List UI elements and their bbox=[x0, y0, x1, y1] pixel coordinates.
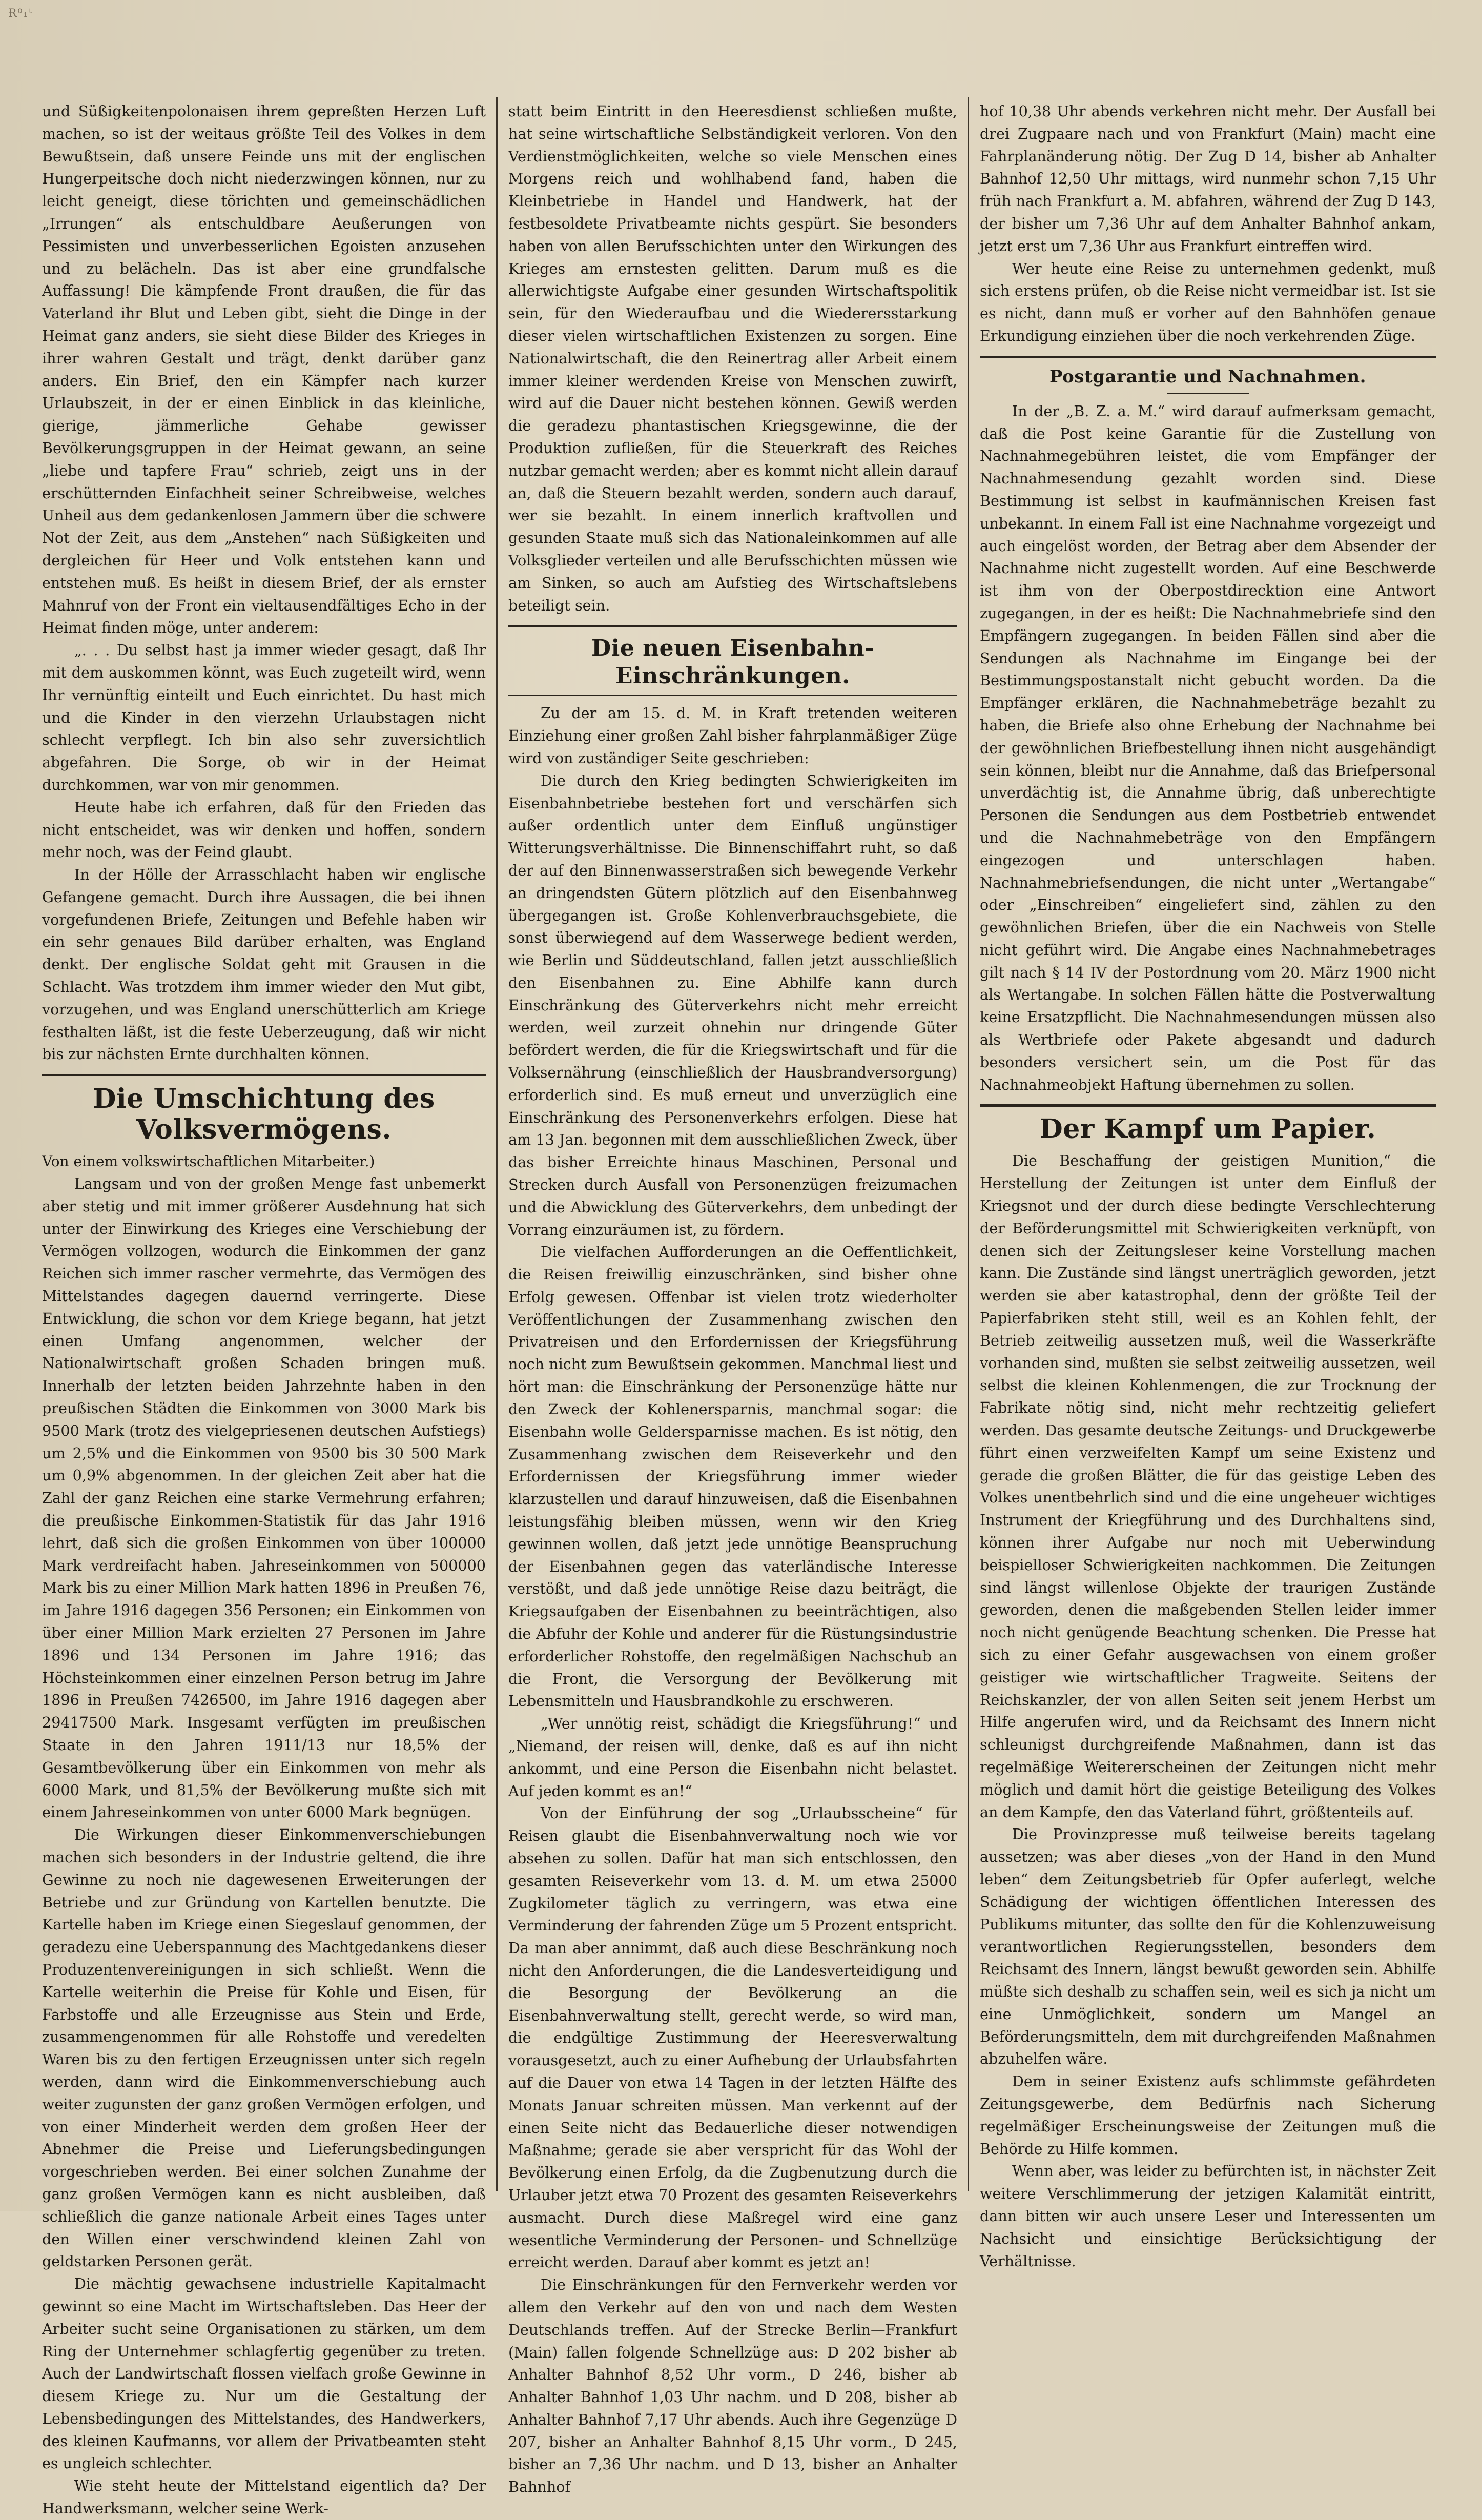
corner-mark: Ɍ⁰₁ᵗ bbox=[8, 7, 33, 20]
column-3 bbox=[980, 100, 1436, 2270]
article-paragraph: Die durch den Krieg bedingten Schwierigkeiten im Eisenbahnbetriebe bestehen fort und verschärfen sich außer ordentlich unter dem Einfluß ungünstiger Witterungsverhältnisse. Die Binnenschiffahrt ruht, so daß der auf den Binnenwasserstraßen sich bewegende Verkehr an dringendsten Gütern plötzlich auf den Eisenbahnweg übergegangen ist. Große Kohlenverbrauchsgebiete, die sonst überwiegend auf dem Wasserwege bedient werden, wie Berlin und Süddeutschland, fallen jetzt ausschließlich den Eisenbahnen zu. Eine Abhilfe kann durch Einschränkung des Güterverkehrs nicht mehr erreicht werden, weil zurzeit ohnehin nur dringende Güter befördert werden, die für die Kriegswirtschaft und für die Volksernährung (einschließlich der Hausbrandversorgung) erforderlich sind. Es muß erneut und unverzüglich eine Einschränkung des Personenverkehrs erfolgen. Diese hat am 13 Jan. begonnen mit dem ausschließlichen Zweck, über das bisher Erreichte hinaus Maschinen, Personal und Strecken durch Ausfall von Personenzügen freizumachen und die Abwicklung des Güterverkehrs, dem unbedingt der Vorrang einzuräumen ist, zu fördern. bbox=[508, 771, 957, 1238]
section-divider bbox=[980, 356, 1436, 358]
article-paragraph: Die Beschaffung der geistigen Munition,“ die Herstellung der Zeitungen ist unter dem Einfluß der Kriegsnot und der durch diese bedingte Verschlechterung der Beförderungsmittel mit Schwierigkeiten verknüpft, von denen sich der Zeitungsleser keine Vorstellung machen kann. Die Zustände sind längst unerträglich geworden, jetzt werden sie aber katastrophal, denn der größte Teil der Papierfabriken steht still, weil es an Kohlen fehlt, der Betrieb zeitweilig aussetzen muß, weil die Wasserkräfte vorhanden sind, mußten sie selbst zeitweilig aussetzen, weil selbst die kleinen Kohlenmengen, die zur Trocknung der Fabrikate nötig sind, nicht mehr rechtzeitig geliefert werden. Das gesamte deutsche Zeitungs- und Druckgewerbe führt einen verzweifelten Kampf um seine Existenz und gerade die großen Blätter, die für das geistige Leben des Volkes unentbehrlich sind und die eine ungeheuer wichtiges Instrument der Kriegführung und des Durchhaltens sind, können ihrer Aufgabe nur noch mit Ueberwindung beispielloser Schwierigkeiten nachkommen. Die Zeitungen sind längst willenlose Objekte der traurigen Zustände geworden, denen die maßgebenden Stellen leider immer noch nicht genügende Beachtung schenken. Die Presse hat sich zu einer Gefahr ausgewachsen von einem großer geistiger wie wirtschaftlicher Tragweite. Seitens der Reichskanzler, der von allen Seiten seit jenem Herbst um Hilfe angerufen wird, und da Reichsamt des Innern nicht schleunigst durchgreifende Maßnahmen, dann ist das regelmäßige Weitererscheinen der Zeitungen nicht mehr möglich und damit hört die geistige Beteiligung des Volkes an dem Kampfe, den das Vaterland führt, größtenteils auf. bbox=[980, 1152, 1436, 1821]
article-continuation-text: statt beim Eintritt in den Heeresdienst schließen mußte, hat seine wirtschaftliche Selbständigkeit verloren. Von den Verdienstmöglichkeiten, welche so viele Menschen eines Morgens reich und wohlhabend fand, haben die Kleinbetriebe in Handel und Handwerk, hat der festbesoldete Privatbeamte nichts gespürt. Sie besonders haben von allen Berufsschichten unter den Wirkungen des Krieges am ernstesten gelitten. Darum muß es die allerwichtigste Aufgabe einer gesunden Wirtschaftspolitik sein, für den Wiederaufbau und die Wiederersstarkung dieser vielen wirtschaftlichen Existenzen zu sorgen. Eine Nationalwirtschaft, die den Reinertrag aller Arbeit einem immer kleiner werdenden Kreise von Menschen zuwirft, wird auf die Dauer nicht bestehen können. Gewiß werden die geradezu phantastischen Kriegsgewinne, die der Produktion zufließen, für die Steuerkraft des Reiches nutzbar gemacht werden; aber es kommt nicht allein darauf an, daß die Steuern bezahlt werden, sondern auch darauf, wer sie bezahlt. In einem innerlich kraftvollen und gesunden Staate muß sich das Nationaleinkommen auf alle Volksglieder verteilen und alle Berufsschichten müssen wie am Sinken, so auch am Aufstieg des Wirtschaftslebens beteiligt sein. bbox=[508, 103, 957, 614]
column-rule-1 bbox=[496, 97, 498, 2191]
column-1 bbox=[42, 100, 486, 2517]
article-paragraph: Wie steht heute der Mittelstand eigentlich da? Der Handwerksmann, welcher seine Werk- bbox=[42, 2477, 486, 2517]
article-paragraph: „Wer unnötig reist, schädigt die Kriegsführung!“ und „Niemand, der reisen will, denke, daß es auf ihn nicht ankommt, und eine Person die Eisenbahn nicht belastet. Auf jeden kommt es an!“ bbox=[508, 1715, 957, 1800]
article-paragraph: Die Wirkungen dieser Einkommenverschiebungen machen sich besonders in der Industrie geltend, die ihre Gewinne zu noch nie dagewesenen Erweiterungen der Betriebe und zur Gründung von Kartellen benutzte. Die Kartelle haben im Kriege einen Siegeslauf genommen, der geradezu eine Ueberspannung des Machtgedankens dieser Produzentenvereinigungen in sich schließt. Wenn die Kartelle weiterhin die Preise für Kohle und Eisen, für Farbstoffe und alle Erzeugnisse aus Stein und Erde, zusammengenommen für alle Rohstoffe und veredelten Waren bis zu den fertigen Erzeugnissen unter sich regeln werden, dann wird die Einkommenverschiebung auch weiter zugunsten der ganz großen Vermögen erfolgen, und von einer Minderheit werden dem großen Heer der Abnehmer die Preise und Lieferungsbedingungen vorgeschrieben werden. Bei einer solchen Zunahme der ganz großen Vermögen kann es nicht ausbleiben, daß schließlich die ganze nationale Arbeit eines Tages unter den Willen einer verschwindend kleinen Zahl von geldstarken Personen gerät. bbox=[42, 1826, 486, 2270]
section-divider bbox=[508, 625, 957, 627]
article-paragraph: In der „B. Z. a. M.“ wird darauf aufmerksam gemacht, daß die Post keine Garantie für die Zustellung von Nachnahmegebühren leistet, die vom Empfänger der Nachnahmesendung gezahlt worden sind. Diese Bestimmung ist selbst in kaufmännischen Kreisen fast unbekannt. In einem Fall ist eine Nachnahme vorgezeigt und auch eingelöst worden, der Betrag aber dem Absender der Nachnahme nicht zugestellt worden. Auf eine Beschwerde ist ihm von der Oberpostdirecktion eine Antwort zugegangen, in der es heißt: Die Nachnahmebriefe sind den Empfängern zugegangen. In beiden Fällen sind aber die Sendungen als Nachnahme im Eingange bei der Bestimmungspostanstalt nicht gebucht worden. Da die Empfänger erklären, die Nachnahmebeträge bezahlt zu haben, die Briefe also ohne Erhebung der Nachnahme bei der gewöhnlichen Briefbestellung ihnen nicht ausgehändigt sein können, bleibt nur die Annahme, daß das Briefpersonal unverdächtig ist, die Annahme übrig, daß unberechtigte Personen die Sendungen aus dem Postbetrieb entwendet und die Nachnahmebeträge von den Empfängern eingezogen und unterschlagen haben. Nachnahmebriefsendungen, die nicht unter „Wertangabe“ oder „Einschreiben“ eingeliefert sind, zählen zu den gewöhnlichen Briefen, über die ein Nachweis von Stelle nicht geführt wird. Die Angabe eines Nachnahmebetrages gilt nach § 14 IV der Postordnung vom 20. März 1900 nicht als Wertangabe. In solchen Fällen hätte die Postverwaltung keine Ersatzpflicht. Die Nachnahmesendungen müssen also als Wertbriefe oder Pakete abgesandt und dadurch besonders versichert sein, um die Post für das Nachnahmeobjekt Haftung übernehmen zu sollen. bbox=[980, 402, 1436, 1093]
headline-volksvermoegen: Die Umschichtung des Volksvermögens. bbox=[93, 1083, 435, 1146]
headline-underline bbox=[508, 695, 957, 696]
article-paragraph: Die vielfachen Aufforderungen an die Oeffentlichkeit, die Reisen freiwillig einzuschränken, sind bisher ohne Erfolg gewesen. Offenbar ist vielen trotz wiederholter Veröffentlichungen der Zusammenhang zwischen den Privatreisen und den Erfordernissen der Kriegsführung noch nicht zum Bewußtsein gekommen. Manchmal liest und hört man: die Einschränkung der Personenzüge hätte nur den Zweck der Kohlenersparnis, manchmal sogar: die Eisenbahn wolle Geldersparnisse machen. Es ist nötig, den Zusammenhang zwischen dem Reiseverkehr und den Erfordernissen der Kriegsführung immer wieder klarzustellen und darauf hinzuweisen, daß die Eisenbahnen leistungsfähig bleiben müssen, wenn wir den Krieg gewinnen wollen, daß jetzt jede unnötige Beanspruchung der Eisenbahnen gegen das vaterländische Interesse verstößt, und daß jede unnötige Reise dazu beiträgt, die Kriegsaufgaben der Eisenbahnen zu beeinträchtigen, also die Abfuhr der Kohle und anderer für die Rüstungsindustrie erforderlicher Rohstoffe, den regelmäßigen Nachschub an die Front, die Versorgung der Bevölkerung mit Lebensmitteln und Hausbrandkohle zu erschweren. bbox=[508, 1243, 957, 1710]
byline: Von einem volkswirtschaftlichen Mitarbeiter.) bbox=[42, 1153, 375, 1170]
headline-postgarantie: Postgarantie und Nachnahmen. bbox=[1049, 366, 1366, 387]
section-divider bbox=[42, 1074, 486, 1076]
headline-kampf-um-papier: Der Kampf um Papier. bbox=[1039, 1113, 1376, 1145]
quote-paragraph: In der Hölle der Arrasschlacht haben wir englische Gefangene gemacht. Durch ihre Aussagen, die bei ihnen vorgefundenen Briefe, Zeitungen und Befehle haben wir ein sehr genaues Bild darüber erhalten, was England denkt. Der englische Soldat geht mit Grausen in die Schlacht. Was trotzdem ihm immer wieder den Mut gibt, vorzugehen, und was England unerschütterlich am Kriege festhalten läßt, ist die feste Ueberzeugung, daß wir nicht bis zur nächsten Ernte durchhalten können. bbox=[42, 866, 486, 1063]
column-2 bbox=[508, 100, 957, 2496]
quote-paragraph: Heute habe ich erfahren, daß für den Frieden das nicht entscheidet, was wir denken und hoffen, sondern mehr noch, was der Feind glaubt. bbox=[42, 798, 486, 861]
column-rule-2 bbox=[968, 97, 969, 2191]
headline-underline bbox=[1167, 393, 1249, 394]
quote-paragraph: „. . . Du selbst hast ja immer wieder gesagt, daß Ihr mit dem auskommen könnt, was Euch zugeteilt wird, wenn Ihr vernünftig einteilt und Euch einrichtet. Du hast mich und die Kinder in den vierzehn Urlaubstagen nicht schlecht verpflegt. Ich bin also sehr zuversichtlich abgefahren. Die Sorge, ob wir in der Heimat durchkommen, war von mir genommen. bbox=[42, 641, 486, 794]
article-paragraph: Zu der am 15. d. M. in Kraft tretenden weiteren Einziehung einer großen Zahl bisher fahrplanmäßiger Züge wird von zuständiger Seite geschrieben: bbox=[508, 704, 957, 767]
article-continuation-text: hof 10,38 Uhr abends verkehren nicht mehr. Der Ausfall bei drei Zugpaare nach und von Frankfurt (Main) macht eine Fahrplanänderung nötig. Der Zug D 14, bisher ab Anhalter Bahnhof 12,50 Uhr mittags, wird nunmehr schon 7,15 Uhr früh nach Frankfurt a. M. abfahren, während der Zug D 143, der bisher um 7,36 Uhr auf dem Anhalter Bahnhof ankam, jetzt erst um 7,36 Uhr aus Frankfurt eintreffen wird. bbox=[980, 103, 1436, 255]
article-paragraph: Die Einschränkungen für den Fernverkehr werden vor allem den Verkehr auf den von und nach dem Westen Deutschlands treffen. Auf der Strecke Berlin—Frankfurt (Main) fallen folgende Schnellzüge aus: D 202 bisher ab Anhalter Bahnhof 8,52 Uhr vorm., D 246, bisher ab Anhalter Bahnhof 1,03 Uhr nachm. und D 208, bisher ab Anhalter Bahnhof 7,17 Uhr abends. Auch ihre Gegenzüge D 207, bisher an Anhalter Bahnhof 8,15 Uhr vorm., D 245, bisher an 7,36 Uhr nachm. und D 13, bisher an Anhalter Bahnhof bbox=[508, 2276, 957, 2496]
article-paragraph: Die mächtig gewachsene industrielle Kapitalmacht gewinnt so eine Macht im Wirtschaftsleben. Das Heer der Arbeiter sucht seine Organisationen zu stärken, um dem Ring der Unternehmer schlagfertig gegenüber zu treten. Auch der Landwirtschaft flossen vielfach große Gewinne in diesem Kriege zu. Nur um die Gestaltung der Lebensbedingungen des Mittelstandes, des Handwerkers, des kleinen Kaufmanns, vor allem der Privatbeamten steht es ungleich schlechter. bbox=[42, 2275, 486, 2472]
section-divider bbox=[980, 1104, 1436, 1107]
article-paragraph: Wenn aber, was leider zu befürchten ist, in nächster Zeit weitere Verschlimmerung der jetzigen Kalamität eintritt, dann bitten wir auch unsere Leser und Interessenten um Nachsicht und einsichtige Berücksichtigung der Verhältnisse. bbox=[980, 2162, 1436, 2270]
article-paragraph: Dem in seiner Existenz aufs schlimmste gefährdeten Zeitungsgewerbe, dem Bedürfnis nach Sicherung regelmäßiger Erscheinungsweise der Zeitungen muß die Behörde zu Hilfe kommen. bbox=[980, 2072, 1436, 2158]
article-paragraph: Von der Einführung der sog „Urlaubsscheine“ für Reisen glaubt die Eisenbahnverwaltung noch wie vor absehen zu sollen. Dafür hat man sich entschlossen, den gesamten Reiseverkehr vom 13. d. M. um etwa 25000 Zugkilometer täglich zu verringern, was etwa eine Verminderung der fahrenden Züge um 5 Prozent entspricht. Da man aber annimmt, daß auch diese Beschränkung noch nicht den Anforderungen, die die Landesverteidigung und die Besorgung der Bevölkerung an die Eisenbahnverwaltung stellt, gerecht werde, so wird man, die endgültige Zustimmung der Heeresverwaltung vorausgesetzt, auch zu einer Aufhebung der Urlaubsfahrten auf die Dauer von etwa 14 Tagen in der letzten Hälfte des Monats Januar schreiten müssen. Man verkennt auf der einen Seite nicht das Bedauerliche dieser notwendigen Maßnahme; gerade sie aber verspricht für das Wohl der Bevölkerung einen Erfolg, da die Zugbenutzung durch die Urlauber jetzt etwa 70 Prozent des gesamten Reiseverkehrs ausmacht. Durch diese Maßregel wird eine ganz wesentliche Verminderung der Personen- und Schnellzüge erreicht werden. Darauf aber kommt es jetzt an! bbox=[508, 1804, 957, 2271]
headline-eisenbahn: Die neuen Eisenbahn-Einschränkungen. bbox=[591, 635, 874, 689]
article-paragraph: Langsam und von der großen Menge fast unbemerkt aber stetig und mit immer größerer Ausdehnung hat sich unter der Einwirkung des Krieges eine Verschiebung der Vermögen vollzogen, wodurch die Einkommen der ganz Reichen sich immer rascher vermehrte, das Vermögen des Mittelstandes dagegen dauernd verringerte. Diese Entwicklung, die schon vor dem Kriege begann, hat jetzt einen Umfang angenommen, welcher der Nationalwirtschaft großen Schaden bringen muß. Innerhalb der letzten beiden Jahrzehnte haben in den preußischen Städten die Einkommen von 3000 Mark bis 9500 Mark (trotz des vielgepriesenen deutschen Aufstiegs) um 2,5% und die Einkommen von 9500 bis 30 500 Mark um 0,9% abgenommen. In der gleichen Zeit aber hat die Zahl der ganz Reichen eine starke Vermehrung erfahren; die preußische Einkommen-Statistik für das Jahr 1916 lehrt, daß sich die großen Einkommen von über 100000 Mark verdreifacht haben. Jahreseinkommen von 500000 Mark bis zu einer Million Mark hatten 1896 in Preußen 76, im Jahre 1916 dagegen 356 Personen; ein Einkommen von über einer Million Mark erzielten 27 Personen im Jahre 1896 und 134 Personen im Jahre 1916; das Höchsteinkommen einer einzelnen Person betrug im Jahre 1896 in Preußen 7426500, im Jahre 1916 dagegen aber 29417500 Mark. Insgesamt verfügten im preußischen Staate in den Jahren 1911/13 nur 18,5% der Gesamtbevölkerung über ein Einkommen von mehr als 6000 Mark, und 81,5% der Bevölkerung mußte sich mit einem Jahreseinkommen von unter 6000 Mark begnügen. bbox=[42, 1175, 486, 1821]
article-continuation-text: und Süßigkeitenpolonaisen ihrem gepreßten Herzen Luft machen, so ist der weitaus größte Teil des Volkes in dem Bewußtsein, daß unsere Feinde uns mit der englischen Hungerpeitsche doch nicht niederzwingen können, nur zu leicht geneigt, diese törichten und gemeinschädlichen „Irrungen“ als entschuldbare Aeußerungen von Pessimisten und unverbesserlichen Egoisten anzusehen und zu belächeln. Das ist aber eine grundfalsche Auffassung! Die kämpfende Front draußen, die für das Vaterland ihr Blut und Leben gibt, sieht die Dinge in der Heimat ganz anders, sie sieht diese Bilder des Krieges in ihrer wahren Gestalt und trägt, denkt darüber ganz anders. Ein Brief, den ein Kämpfer nach kurzer Urlaubszeit, in der er einen Einblick in das kleinliche, gierige, jämmerliche Gehabe gewisser Bevölkerungsgruppen in der Heimat gewann, an seine „liebe und tapfere Frau“ schrieb, zeigt uns in der erschütternden Einfachheit seiner Schreibweise, welches Unheil aus dem gedankenlosen Jammern über die schwere Not der Zeit, aus dem „Anstehen“ nach Süßigkeiten und dergleichen für Heer und Volk entstehen kann und entstehen muß. Es heißt in diesem Brief, der als ernster Mahnruf von der Front ein vieltausendfältiges Echo in der Heimat finden möge, unter anderem: bbox=[42, 103, 486, 637]
article-paragraph: Wer heute eine Reise zu unternehmen gedenkt, muß sich erstens prüfen, ob die Reise nicht vermeidbar ist. Ist sie es nicht, dann muß er vorher auf den Bahnhöfen genaue Erkundigung einziehen über die noch verkehrenden Züge. bbox=[980, 259, 1436, 344]
article-paragraph: Die Provinzpresse muß teilweise bereits tagelang aussetzen; was aber dieses „von der Hand in den Mund leben“ dem Zeitungsbetrieb für Opfer auferlegt, welche Schädigung der wichtigen öffentlichen Interessen des Publikums mitunter, das sollte den für die Kohlenzuweisung verantwortlichen Regierungsstellen, besonders dem Reichsamt des Innern, längst bewußt geworden sein. Abhilfe müßte sich deshalb zu schaffen sein, weil es sich ja nicht um eine Unmöglichkeit, sondern um Mangel an Beförderungsmitteln, dem mit durchgreifenden Maßnahmen abzuhelfen wäre. bbox=[980, 1825, 1436, 2068]
